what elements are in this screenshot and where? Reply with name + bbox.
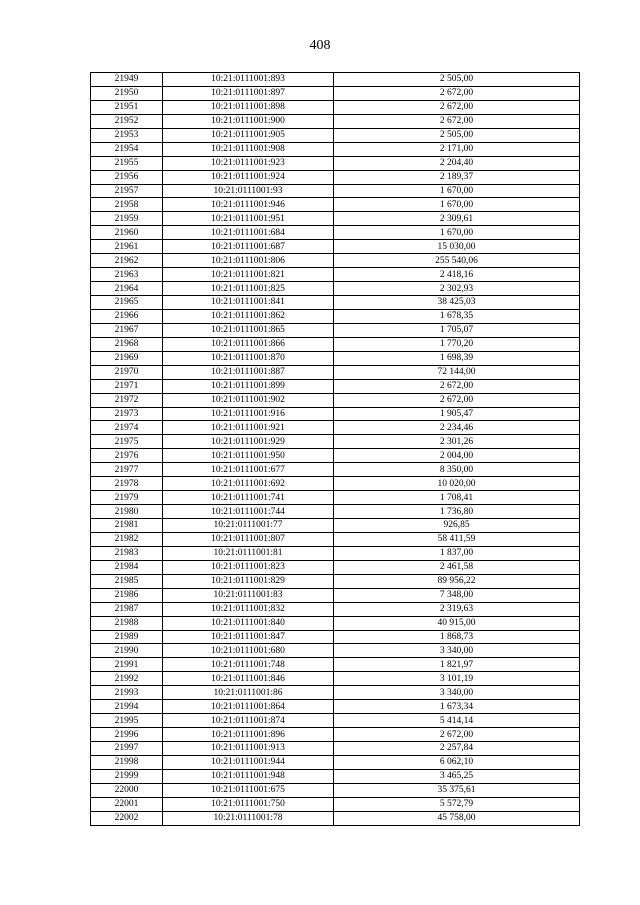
row-number-cell: 21966 bbox=[91, 309, 163, 323]
cadastral-number-cell: 10:21:0111001:913 bbox=[163, 742, 334, 756]
value-cell: 40 915,00 bbox=[334, 616, 580, 630]
row-number-cell: 21980 bbox=[91, 505, 163, 519]
table-row bbox=[91, 574, 580, 588]
cadastral-number-cell: 10:21:0111001:680 bbox=[163, 644, 334, 658]
table-row bbox=[91, 323, 580, 337]
cadastral-number-cell: 10:21:0111001:902 bbox=[163, 393, 334, 407]
value-cell: 3 101,19 bbox=[334, 672, 580, 686]
table-row bbox=[91, 728, 580, 742]
table-row bbox=[91, 672, 580, 686]
cadastral-number-cell: 10:21:0111001:846 bbox=[163, 672, 334, 686]
table-row bbox=[91, 686, 580, 700]
value-cell: 5 572,79 bbox=[334, 797, 580, 811]
row-number-cell: 21976 bbox=[91, 449, 163, 463]
row-number-cell: 21960 bbox=[91, 226, 163, 240]
row-number-cell: 22000 bbox=[91, 783, 163, 797]
value-cell: 3 465,25 bbox=[334, 769, 580, 783]
table-row bbox=[91, 769, 580, 783]
value-cell: 89 956,22 bbox=[334, 574, 580, 588]
value-cell: 2 309,61 bbox=[334, 212, 580, 226]
table-row bbox=[91, 588, 580, 602]
row-number-cell: 21964 bbox=[91, 282, 163, 296]
value-cell: 1 821,97 bbox=[334, 658, 580, 672]
value-cell: 58 411,59 bbox=[334, 532, 580, 546]
cadastral-number-cell: 10:21:0111001:898 bbox=[163, 100, 334, 114]
cadastral-number-cell: 10:21:0111001:78 bbox=[163, 811, 334, 825]
table-row bbox=[91, 546, 580, 560]
row-number-cell: 21953 bbox=[91, 128, 163, 142]
registry-table-body bbox=[91, 73, 580, 826]
cadastral-number-cell: 10:21:0111001:825 bbox=[163, 282, 334, 296]
row-number-cell: 21982 bbox=[91, 532, 163, 546]
value-cell: 15 030,00 bbox=[334, 240, 580, 254]
cadastral-number-cell: 10:21:0111001:908 bbox=[163, 142, 334, 156]
table-row bbox=[91, 602, 580, 616]
cadastral-number-cell: 10:21:0111001:866 bbox=[163, 337, 334, 351]
value-cell: 2 418,16 bbox=[334, 268, 580, 282]
value-cell: 2 672,00 bbox=[334, 114, 580, 128]
value-cell: 2 672,00 bbox=[334, 728, 580, 742]
value-cell: 2 301,26 bbox=[334, 435, 580, 449]
value-cell: 3 340,00 bbox=[334, 644, 580, 658]
table-row bbox=[91, 296, 580, 310]
value-cell: 2 204,40 bbox=[334, 156, 580, 170]
table-row bbox=[91, 268, 580, 282]
cadastral-number-cell: 10:21:0111001:874 bbox=[163, 714, 334, 728]
value-cell: 1 670,00 bbox=[334, 226, 580, 240]
value-cell: 72 144,00 bbox=[334, 365, 580, 379]
row-number-cell: 21958 bbox=[91, 198, 163, 212]
table-row bbox=[91, 435, 580, 449]
cadastral-number-cell: 10:21:0111001:946 bbox=[163, 198, 334, 212]
cadastral-number-cell: 10:21:0111001:916 bbox=[163, 407, 334, 421]
cadastral-number-cell: 10:21:0111001:675 bbox=[163, 783, 334, 797]
row-number-cell: 21990 bbox=[91, 644, 163, 658]
cadastral-number-cell: 10:21:0111001:841 bbox=[163, 296, 334, 310]
value-cell: 255 540,06 bbox=[334, 254, 580, 268]
row-number-cell: 21957 bbox=[91, 184, 163, 198]
value-cell: 10 020,00 bbox=[334, 477, 580, 491]
value-cell: 2 234,46 bbox=[334, 421, 580, 435]
cadastral-number-cell: 10:21:0111001:806 bbox=[163, 254, 334, 268]
table-row bbox=[91, 212, 580, 226]
table-row bbox=[91, 142, 580, 156]
cadastral-number-cell: 10:21:0111001:948 bbox=[163, 769, 334, 783]
row-number-cell: 21994 bbox=[91, 700, 163, 714]
row-number-cell: 21967 bbox=[91, 323, 163, 337]
row-number-cell: 21993 bbox=[91, 686, 163, 700]
table-row bbox=[91, 616, 580, 630]
table-row bbox=[91, 184, 580, 198]
row-number-cell: 21965 bbox=[91, 296, 163, 310]
row-number-cell: 21975 bbox=[91, 435, 163, 449]
row-number-cell: 22002 bbox=[91, 811, 163, 825]
row-number-cell: 21961 bbox=[91, 240, 163, 254]
value-cell: 1 868,73 bbox=[334, 630, 580, 644]
table-row bbox=[91, 226, 580, 240]
value-cell: 2 672,00 bbox=[334, 86, 580, 100]
value-cell: 2 257,84 bbox=[334, 742, 580, 756]
table-row bbox=[91, 86, 580, 100]
table-row bbox=[91, 783, 580, 797]
table-row bbox=[91, 170, 580, 184]
table-row bbox=[91, 630, 580, 644]
row-number-cell: 21992 bbox=[91, 672, 163, 686]
row-number-cell: 21955 bbox=[91, 156, 163, 170]
value-cell: 2 302,93 bbox=[334, 282, 580, 296]
cadastral-number-cell: 10:21:0111001:748 bbox=[163, 658, 334, 672]
row-number-cell: 21969 bbox=[91, 351, 163, 365]
row-number-cell: 21995 bbox=[91, 714, 163, 728]
value-cell: 2 505,00 bbox=[334, 73, 580, 87]
row-number-cell: 21949 bbox=[91, 73, 163, 87]
value-cell: 6 062,10 bbox=[334, 755, 580, 769]
table-row bbox=[91, 644, 580, 658]
row-number-cell: 21950 bbox=[91, 86, 163, 100]
table-row bbox=[91, 700, 580, 714]
table-row bbox=[91, 282, 580, 296]
row-number-cell: 21977 bbox=[91, 463, 163, 477]
cadastral-number-cell: 10:21:0111001:897 bbox=[163, 86, 334, 100]
value-cell: 2 189,37 bbox=[334, 170, 580, 184]
cadastral-number-cell: 10:21:0111001:81 bbox=[163, 546, 334, 560]
value-cell: 1 905,47 bbox=[334, 407, 580, 421]
cadastral-number-cell: 10:21:0111001:684 bbox=[163, 226, 334, 240]
value-cell: 5 414,14 bbox=[334, 714, 580, 728]
row-number-cell: 21963 bbox=[91, 268, 163, 282]
cadastral-number-cell: 10:21:0111001:687 bbox=[163, 240, 334, 254]
cadastral-number-cell: 10:21:0111001:840 bbox=[163, 616, 334, 630]
table-row bbox=[91, 449, 580, 463]
row-number-cell: 21999 bbox=[91, 769, 163, 783]
cadastral-number-cell: 10:21:0111001:944 bbox=[163, 755, 334, 769]
value-cell: 926,85 bbox=[334, 519, 580, 533]
row-number-cell: 22001 bbox=[91, 797, 163, 811]
row-number-cell: 21991 bbox=[91, 658, 163, 672]
cadastral-number-cell: 10:21:0111001:692 bbox=[163, 477, 334, 491]
value-cell: 1 708,41 bbox=[334, 491, 580, 505]
table-row bbox=[91, 477, 580, 491]
cadastral-number-cell: 10:21:0111001:77 bbox=[163, 519, 334, 533]
row-number-cell: 21989 bbox=[91, 630, 163, 644]
row-number-cell: 21973 bbox=[91, 407, 163, 421]
value-cell: 1 678,35 bbox=[334, 309, 580, 323]
value-cell: 1 705,07 bbox=[334, 323, 580, 337]
cadastral-number-cell: 10:21:0111001:921 bbox=[163, 421, 334, 435]
table-row bbox=[91, 491, 580, 505]
table-row bbox=[91, 658, 580, 672]
cadastral-number-cell: 10:21:0111001:93 bbox=[163, 184, 334, 198]
row-number-cell: 21981 bbox=[91, 519, 163, 533]
value-cell: 38 425,03 bbox=[334, 296, 580, 310]
cadastral-number-cell: 10:21:0111001:870 bbox=[163, 351, 334, 365]
table-row bbox=[91, 811, 580, 825]
value-cell: 2 505,00 bbox=[334, 128, 580, 142]
table-row bbox=[91, 351, 580, 365]
cadastral-number-cell: 10:21:0111001:741 bbox=[163, 491, 334, 505]
table-row bbox=[91, 254, 580, 268]
table-row bbox=[91, 128, 580, 142]
table-row bbox=[91, 198, 580, 212]
value-cell: 1 770,20 bbox=[334, 337, 580, 351]
cadastral-number-cell: 10:21:0111001:951 bbox=[163, 212, 334, 226]
cadastral-number-cell: 10:21:0111001:83 bbox=[163, 588, 334, 602]
row-number-cell: 21956 bbox=[91, 170, 163, 184]
table-row bbox=[91, 407, 580, 421]
table-row bbox=[91, 393, 580, 407]
row-number-cell: 21986 bbox=[91, 588, 163, 602]
value-cell: 3 340,00 bbox=[334, 686, 580, 700]
value-cell: 1 670,00 bbox=[334, 198, 580, 212]
row-number-cell: 21998 bbox=[91, 755, 163, 769]
row-number-cell: 21971 bbox=[91, 379, 163, 393]
row-number-cell: 21959 bbox=[91, 212, 163, 226]
table-row bbox=[91, 240, 580, 254]
table-row bbox=[91, 365, 580, 379]
cadastral-number-cell: 10:21:0111001:864 bbox=[163, 700, 334, 714]
registry-table bbox=[90, 72, 580, 826]
value-cell: 2 461,58 bbox=[334, 560, 580, 574]
cadastral-number-cell: 10:21:0111001:86 bbox=[163, 686, 334, 700]
table-row bbox=[91, 742, 580, 756]
cadastral-number-cell: 10:21:0111001:905 bbox=[163, 128, 334, 142]
table-row bbox=[91, 421, 580, 435]
table-row bbox=[91, 797, 580, 811]
row-number-cell: 21985 bbox=[91, 574, 163, 588]
cadastral-number-cell: 10:21:0111001:929 bbox=[163, 435, 334, 449]
value-cell: 7 348,00 bbox=[334, 588, 580, 602]
row-number-cell: 21968 bbox=[91, 337, 163, 351]
table-row bbox=[91, 309, 580, 323]
table-row bbox=[91, 100, 580, 114]
cadastral-number-cell: 10:21:0111001:924 bbox=[163, 170, 334, 184]
table-row bbox=[91, 337, 580, 351]
cadastral-number-cell: 10:21:0111001:821 bbox=[163, 268, 334, 282]
cadastral-number-cell: 10:21:0111001:829 bbox=[163, 574, 334, 588]
row-number-cell: 21962 bbox=[91, 254, 163, 268]
cadastral-number-cell: 10:21:0111001:865 bbox=[163, 323, 334, 337]
cadastral-number-cell: 10:21:0111001:744 bbox=[163, 505, 334, 519]
value-cell: 8 350,00 bbox=[334, 463, 580, 477]
cadastral-number-cell: 10:21:0111001:862 bbox=[163, 309, 334, 323]
page-number: 408 bbox=[309, 38, 331, 53]
table-row bbox=[91, 714, 580, 728]
cadastral-number-cell: 10:21:0111001:847 bbox=[163, 630, 334, 644]
value-cell: 1 670,00 bbox=[334, 184, 580, 198]
value-cell: 2 672,00 bbox=[334, 393, 580, 407]
cadastral-number-cell: 10:21:0111001:887 bbox=[163, 365, 334, 379]
cadastral-number-cell: 10:21:0111001:923 bbox=[163, 156, 334, 170]
row-number-cell: 21996 bbox=[91, 728, 163, 742]
cadastral-number-cell: 10:21:0111001:677 bbox=[163, 463, 334, 477]
value-cell: 1 698,39 bbox=[334, 351, 580, 365]
row-number-cell: 21987 bbox=[91, 602, 163, 616]
value-cell: 2 171,00 bbox=[334, 142, 580, 156]
cadastral-number-cell: 10:21:0111001:893 bbox=[163, 73, 334, 87]
row-number-cell: 21984 bbox=[91, 560, 163, 574]
value-cell: 35 375,61 bbox=[334, 783, 580, 797]
row-number-cell: 21988 bbox=[91, 616, 163, 630]
row-number-cell: 21979 bbox=[91, 491, 163, 505]
value-cell: 1 736,80 bbox=[334, 505, 580, 519]
row-number-cell: 21974 bbox=[91, 421, 163, 435]
table-row bbox=[91, 463, 580, 477]
value-cell: 1 837,00 bbox=[334, 546, 580, 560]
table-row bbox=[91, 379, 580, 393]
row-number-cell: 21972 bbox=[91, 393, 163, 407]
table-row bbox=[91, 560, 580, 574]
cadastral-number-cell: 10:21:0111001:899 bbox=[163, 379, 334, 393]
table-row bbox=[91, 114, 580, 128]
table-row bbox=[91, 505, 580, 519]
table-row bbox=[91, 755, 580, 769]
table-row bbox=[91, 519, 580, 533]
cadastral-number-cell: 10:21:0111001:823 bbox=[163, 560, 334, 574]
value-cell: 1 673,34 bbox=[334, 700, 580, 714]
row-number-cell: 21954 bbox=[91, 142, 163, 156]
value-cell: 2 319,63 bbox=[334, 602, 580, 616]
value-cell: 2 672,00 bbox=[334, 379, 580, 393]
cadastral-number-cell: 10:21:0111001:896 bbox=[163, 728, 334, 742]
row-number-cell: 21952 bbox=[91, 114, 163, 128]
cadastral-number-cell: 10:21:0111001:900 bbox=[163, 114, 334, 128]
table-row bbox=[91, 156, 580, 170]
table-row bbox=[91, 73, 580, 87]
row-number-cell: 21997 bbox=[91, 742, 163, 756]
cadastral-number-cell: 10:21:0111001:832 bbox=[163, 602, 334, 616]
table-row bbox=[91, 532, 580, 546]
value-cell: 45 758,00 bbox=[334, 811, 580, 825]
cadastral-number-cell: 10:21:0111001:807 bbox=[163, 532, 334, 546]
cadastral-number-cell: 10:21:0111001:750 bbox=[163, 797, 334, 811]
value-cell: 2 004,00 bbox=[334, 449, 580, 463]
row-number-cell: 21983 bbox=[91, 546, 163, 560]
row-number-cell: 21951 bbox=[91, 100, 163, 114]
cadastral-number-cell: 10:21:0111001:950 bbox=[163, 449, 334, 463]
row-number-cell: 21978 bbox=[91, 477, 163, 491]
value-cell: 2 672,00 bbox=[334, 100, 580, 114]
row-number-cell: 21970 bbox=[91, 365, 163, 379]
